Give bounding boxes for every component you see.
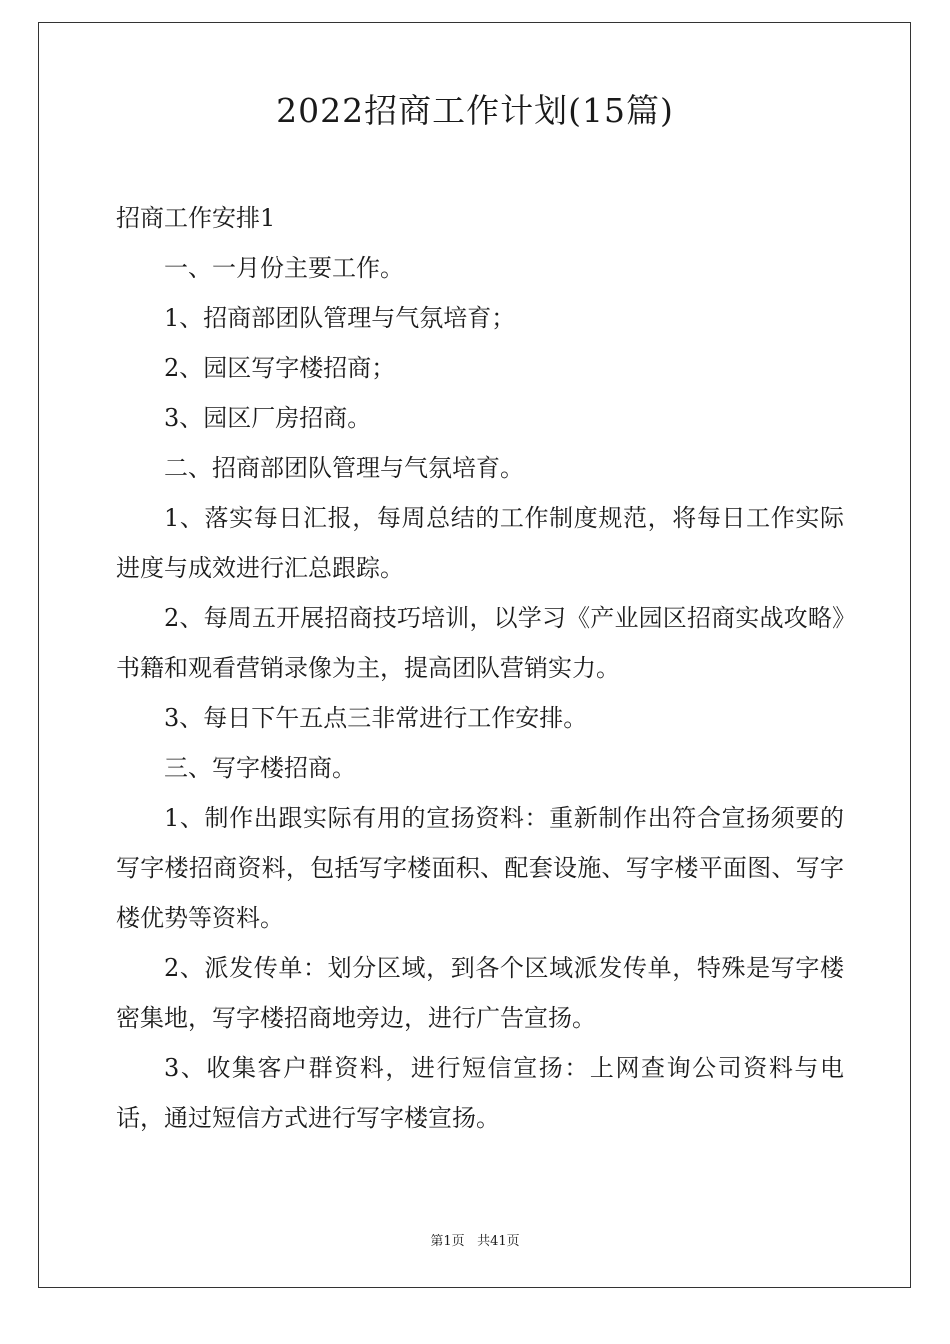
paragraph: 2、园区写字楼招商； [164,354,396,382]
paragraph: 1、落实每日汇报，每周总结的工作制度规范，将每日工作实际进度与成效进行汇总跟踪。 [116,504,844,582]
paragraph: 2、每周五开展招商技巧培训，以学习《产业园区招商实战攻略》书籍和观看营销录像为主，提高团队营销实力。 [116,604,844,682]
document-title: 2022招商工作计划(15篇) [276,91,674,130]
paragraph: 3、园区厂房招商。 [164,404,372,432]
paragraph: 3、每日下午五点三非常进行工作安排。 [164,704,588,732]
paragraph: 二、招商部团队管理与气氛培育。 [164,454,524,482]
page-total: 共41页 [477,1234,520,1249]
paragraph: 三、写字楼招商。 [164,754,356,782]
paragraph: 3、收集客户群资料，进行短信宣扬：上网查询公司资料与电话，通过短信方式进行写字楼宣扬。 [116,1054,844,1132]
page-number: 第1页 [430,1234,465,1249]
paragraph: 一、一月份主要工作。 [164,254,404,282]
paragraph: 1、制作出跟实际有用的宣扬资料：重新制作出符合宣扬须要的写字楼招商资料，包括写字楼面积、配套设施、写字楼平面图、写字楼优势等资料。 [116,804,844,932]
page-footer [0,1232,950,1252]
paragraph: 1、招商部团队管理与气氛培育； [164,304,516,332]
paragraph: 2、派发传单：划分区域，到各个区域派发传单，特殊是写字楼密集地，写字楼招商地旁边，进行广告宣扬。 [116,954,844,1032]
section-heading: 招商工作安排1 [116,204,276,232]
document-body [116,193,844,1143]
